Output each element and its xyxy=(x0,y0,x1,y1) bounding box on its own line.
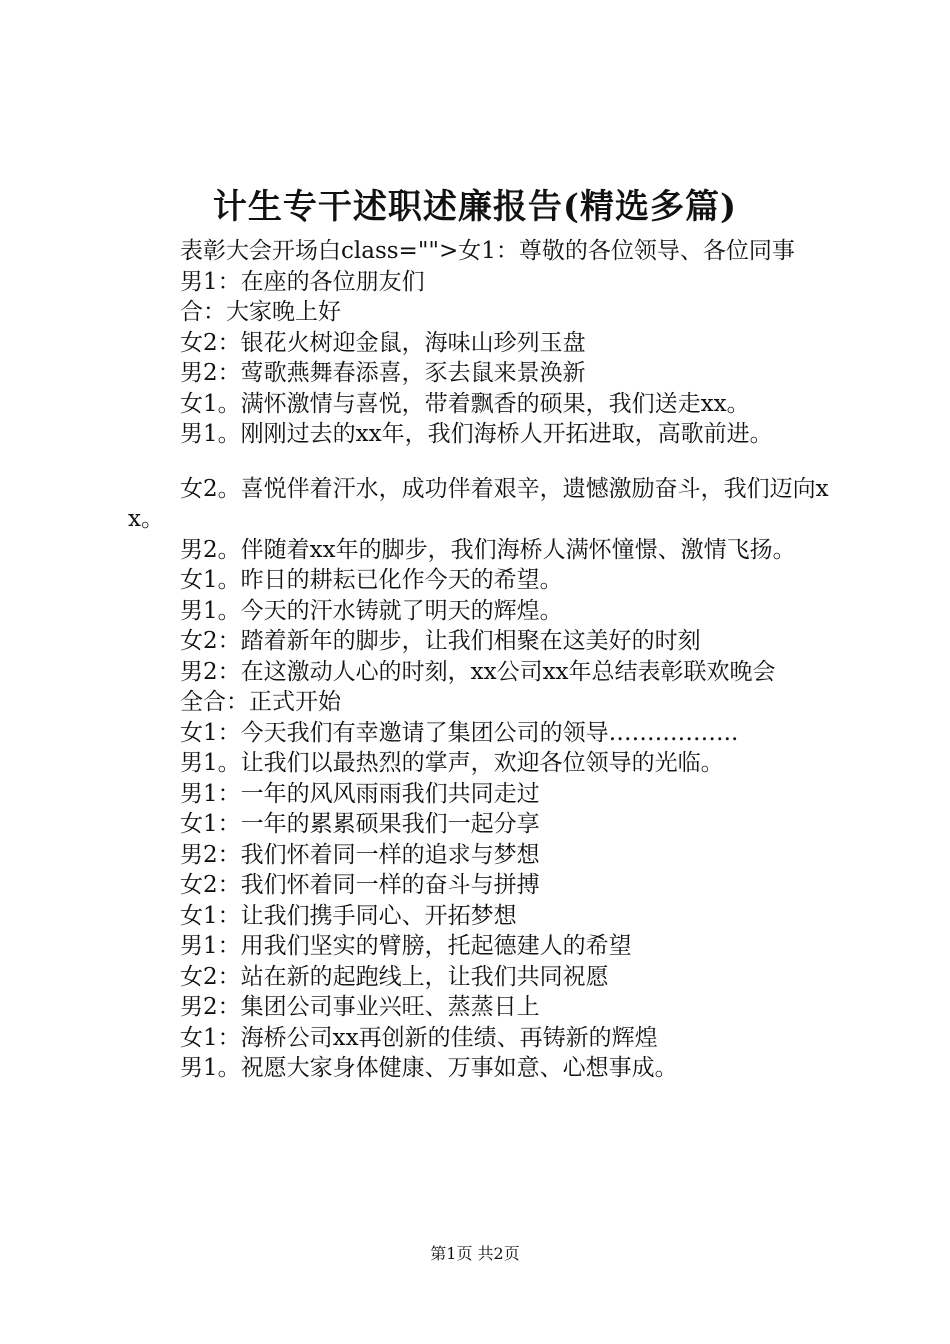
paragraph: 男2：在这激动人心的时刻，xx公司xx年总结表彰联欢晚会 xyxy=(180,658,776,685)
document-body xyxy=(128,236,838,1084)
paragraph: 女1。昨日的耕耘已化作今天的希望。 xyxy=(180,567,563,593)
paragraph: 女1：让我们携手同心、开拓梦想 xyxy=(180,902,517,929)
paragraph: 男1。祝愿大家身体健康、万事如意、心想事成。 xyxy=(180,1055,678,1081)
paragraph: 女1：一年的累累硕果我们一起分享 xyxy=(180,811,540,837)
paragraph: 男1：在座的各位朋友们 xyxy=(180,268,425,295)
paragraph: 合：大家晚上好 xyxy=(180,299,341,325)
paragraph: 女2。喜悦伴着汗水，成功伴着艰辛，遗憾激励奋斗，我们迈向xx。 xyxy=(128,475,829,532)
paragraph: 男2：我们怀着同一样的追求与梦想 xyxy=(180,841,540,868)
paragraph: 女1：今天我们有幸邀请了集团公司的领导…………….. xyxy=(180,719,739,746)
paragraph: 表彰大会开场白class="">女1：尊敬的各位领导、各位同事 xyxy=(180,238,795,264)
paragraph: 男1。让我们以最热烈的掌声，欢迎各位领导的光临。 xyxy=(180,750,724,776)
paragraph: 女2：银花火树迎金鼠，海味山珍列玉盘 xyxy=(180,329,586,356)
paragraph: 男2。伴随着xx年的脚步，我们海桥人满怀憧憬、激情飞扬。 xyxy=(180,536,796,563)
paragraph: 男1：一年的风风雨雨我们共同走过 xyxy=(180,780,540,807)
paragraph: 女1：海桥公司xx再创新的佳绩、再铸新的辉煌 xyxy=(180,1024,658,1051)
paragraph: 男1。刚刚过去的xx年，我们海桥人开拓进取，高歌前进。 xyxy=(180,421,773,447)
paragraph: 男1。今天的汗水铸就了明天的辉煌。 xyxy=(180,597,563,624)
page-footer: 第1页 共2页 xyxy=(430,1244,520,1263)
paragraph: 全合：正式开始 xyxy=(180,689,341,715)
paragraph: 女2：我们怀着同一样的奋斗与拼搏 xyxy=(180,872,540,898)
paragraph: 女2：踏着新年的脚步，让我们相聚在这美好的时刻 xyxy=(180,628,701,654)
paragraph: 男2：莺歌燕舞春添喜，豕去鼠来景涣新 xyxy=(180,360,586,386)
paragraph: 男1：用我们坚实的臂膀，托起德建人的希望 xyxy=(180,933,632,959)
paragraph: 女2：站在新的起跑线上，让我们共同祝愿 xyxy=(180,963,609,990)
paragraph: 女1。满怀激情与喜悦，带着飘香的硕果，我们送走xx。 xyxy=(180,390,750,417)
document-title: 计生专干述职述廉报告(精选多篇) xyxy=(212,187,738,227)
paragraph: 男2：集团公司事业兴旺、蒸蒸日上 xyxy=(180,994,540,1020)
